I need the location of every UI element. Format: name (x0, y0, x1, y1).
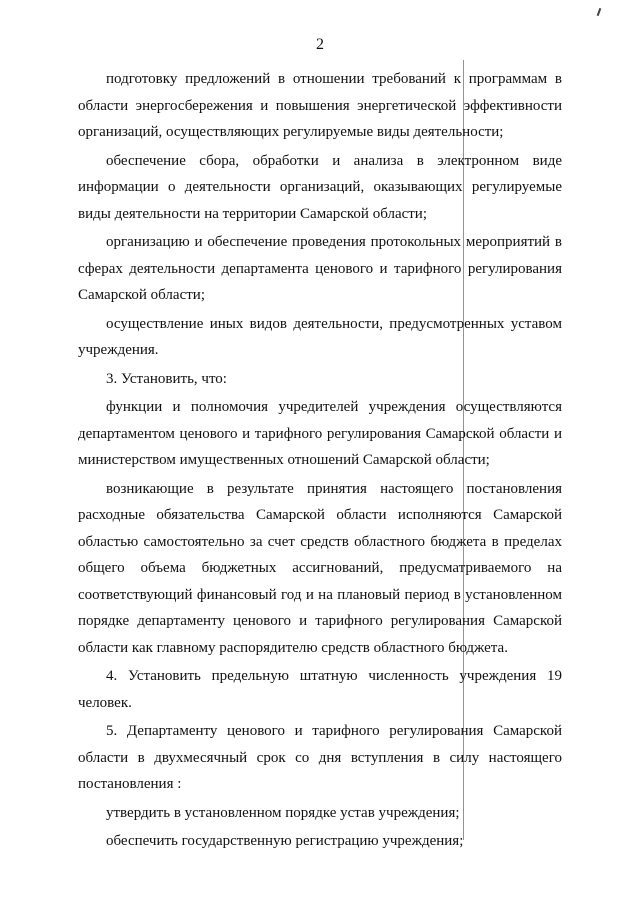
paragraph: обеспечить государственную регистрацию учреждения; (106, 833, 464, 849)
document-body (78, 66, 562, 857)
paragraph: утвердить в установленном порядке устав учреждения; (106, 804, 460, 821)
paragraph: обеспечение сбора, обработки и анализа в электронном виде информации о деятельности организаций, оказывающих регулируемые виды деятельности на территории Самарской области; (78, 152, 562, 222)
scan-mark (597, 8, 602, 16)
paragraph: функции и полномочия учредителей учреждения осуществляются департаментом ценового и тарифного регулирования Самарской области и министерством имущественных отношений Самарской области; (78, 399, 562, 468)
paragraph: организацию и обеспечение проведения протокольных мероприятий в сферах деятельности департамента ценового и тарифного регулирования Самарской области; (78, 234, 562, 303)
paragraph: осуществление иных видов деятельности, предусмотренных уставом учреждения. (78, 315, 562, 358)
section-4: 4. Установить предельную штатную численность учреждения 19 человек. (78, 668, 562, 711)
section-heading-3: 3. Установить, что: (106, 370, 227, 387)
paragraph: подготовку предложений в отношении требований к программам в области энергосбережения и повышения энергетической эффективности организаций, осуществляющих регулируемые виды деятельности; (78, 71, 562, 140)
page-number: 2 (316, 36, 324, 53)
paragraph: возникающие в результате принятия настоящего постановления расходные обязательства Самарской области исполняются Самарской областью самостоятельно за счет средств областного бюджета в пределах общего объема бюджетных ассигнований, предусматриваемого на соответствующий финансовый год и на плановый период в установленном порядке департаменту ценового и тарифного регулирования Самарской области как главному распорядителю средств областного бюджета. (78, 480, 562, 656)
section-5: 5. Департаменту ценового и тарифного регулирования Самарской области в двухмесячный срок со дня вступления в силу настоящего постановления : (78, 723, 562, 792)
